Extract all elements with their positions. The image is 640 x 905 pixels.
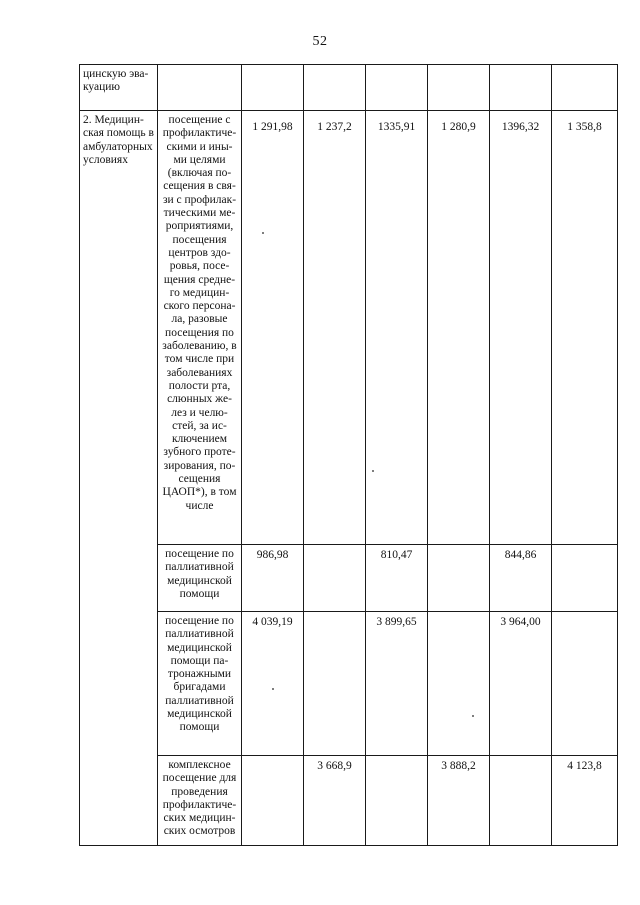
value-cell: 4 039,19 xyxy=(242,612,304,756)
table-row xyxy=(80,65,618,111)
value-cell: 4 123,8 xyxy=(552,756,618,846)
scan-speck xyxy=(372,470,374,472)
description-cell: посещение по паллиативной медицинской помощи xyxy=(158,545,242,612)
value-cell xyxy=(552,65,618,111)
scan-speck xyxy=(262,232,264,234)
table-row xyxy=(80,545,618,612)
category-cell: 2. Медицин- ская помощь в амбулаторных условиях xyxy=(80,111,158,846)
value-cell xyxy=(428,65,490,111)
value-cell xyxy=(304,65,366,111)
description-cell: посещение с профилактиче- скими и ины- ми целями (включая по- сещения в свя- зи с профилак- тическими ме- роприятиями, посещения центров здо- ровья, посе- щения средне- го медицин- ского персона- ла, разовые посещения по заболеванию, в том числе при заболеваниях полости рта, слюнных же- лез и челю- стей, за ис- ключением зубного проте- зирования, по- сещения ЦАОП*), в том числе xyxy=(158,111,242,545)
value-cell: 844,86 xyxy=(490,545,552,612)
page-number: 52 xyxy=(312,34,328,49)
value-cell: 1335,91 xyxy=(366,111,428,545)
value-cell xyxy=(242,756,304,846)
scan-speck xyxy=(272,688,274,690)
category-cell: цинскую эва- куацию xyxy=(80,65,158,111)
description-cell: комплексное посещение для проведения профилактиче- ских медицин- ских осмотров xyxy=(158,756,242,846)
value-cell xyxy=(366,65,428,111)
table-row xyxy=(80,612,618,756)
scan-speck xyxy=(472,715,474,717)
value-cell: 1 280,9 xyxy=(428,111,490,545)
value-cell: 1 291,98 xyxy=(242,111,304,545)
value-cell: 1396,32 xyxy=(490,111,552,545)
value-cell xyxy=(304,545,366,612)
value-cell: 1 358,8 xyxy=(552,111,618,545)
value-cell xyxy=(242,65,304,111)
value-cell xyxy=(490,756,552,846)
value-cell: 986,98 xyxy=(242,545,304,612)
value-cell xyxy=(490,65,552,111)
description-cell: посещение по паллиативной медицинской помощи па- тронажными бригадами паллиативной медицинской помощи xyxy=(158,612,242,756)
value-cell: 3 899,65 xyxy=(366,612,428,756)
tariff-table xyxy=(79,64,618,846)
value-cell xyxy=(428,612,490,756)
value-cell xyxy=(428,545,490,612)
value-cell: 3 964,00 xyxy=(490,612,552,756)
table-row xyxy=(80,111,618,545)
table-row xyxy=(80,756,618,846)
value-cell: 3 668,9 xyxy=(304,756,366,846)
value-cell: 3 888,2 xyxy=(428,756,490,846)
value-cell xyxy=(366,756,428,846)
description-cell xyxy=(158,65,242,111)
value-cell: 1 237,2 xyxy=(304,111,366,545)
value-cell xyxy=(552,612,618,756)
value-cell xyxy=(552,545,618,612)
value-cell: 810,47 xyxy=(366,545,428,612)
value-cell xyxy=(304,612,366,756)
